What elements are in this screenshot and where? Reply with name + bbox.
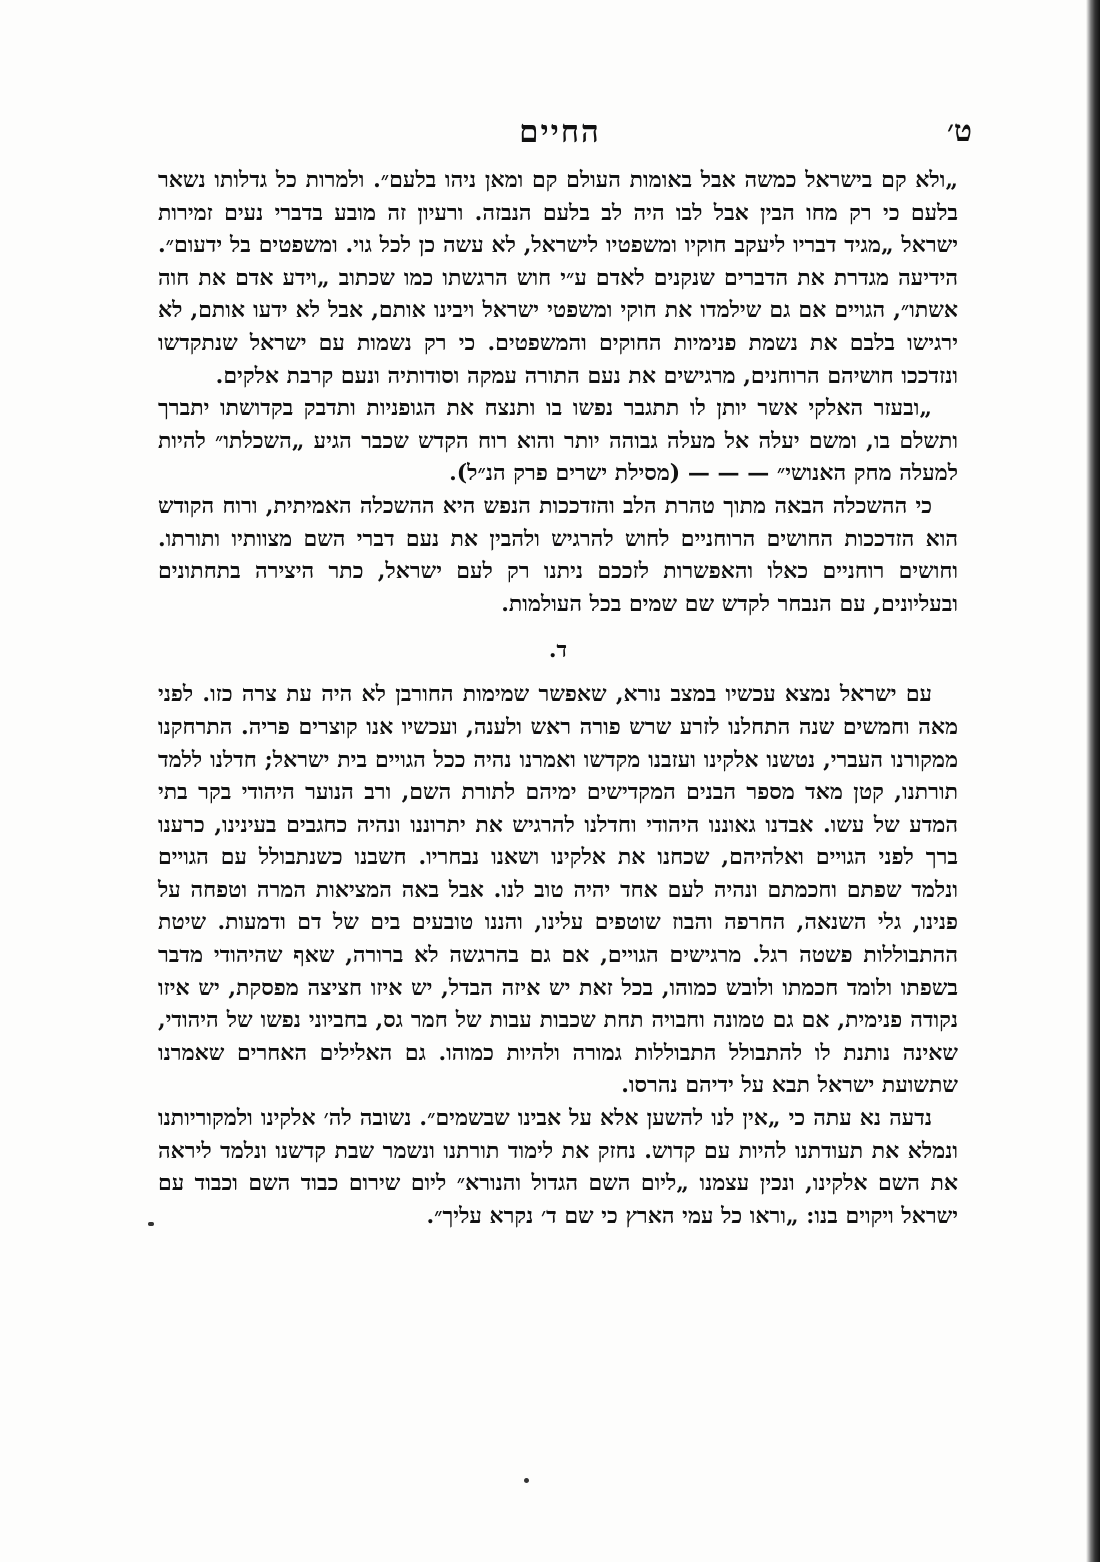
body-text [158, 164, 958, 1232]
page-number: ט׳ [946, 114, 972, 149]
page-spine-shadow [1086, 0, 1100, 1562]
stray-ink-mark [148, 1222, 154, 1226]
paragraph: כי ההשכלה הבאה מתוך טהרת הלב והזדככות הנפש היא ההשכלה האמיתית, ורוח הקודש הוא הזדככות החושים הרוחניים לחוש להרגיש ולהבין את נעם דברי השם מצוותיו ותורתו. וחושים רוחניים כאלו והאפשרות לזככם ניתנו רק לעם ישראל, כתר היצירה בתחתונים ובעליונים, עם הנבחר לקדש שם שמים בכל העולמות. [158, 492, 959, 617]
paragraph: „ולא קם בישראל כמשה אבל באומות העולם קם ומאן ניהו בלעם״. ולמרות כל גדלותו נשאר בלעם כי רק מחו הבין אבל לבו היה לב בלעם הנבזה. ורעיון זה מובע בדברי נעים זמירות ישראל „מגיד דבריו ליעקב חוקיו ומשפטיו לישראל, לא עשה כן לכל גוי. ומשפטים בל ידעום״. הידיעה מגדרת את הדברים שנקנים לאדם ע״י חוש הרגשתו כמו שכתוב „וידע אדם את חוה אשתו״, הגויים אם גם שילמדו את חוקי ומשפטי ישראל ויבינו אותם, אבל לא ידעו אותם, לא ירגישו בלבם את נשמת פנימיות החוקים והמשפטים. כי רק נשמות עם ישראל שנתקדשו ונזדככו חושיהם הרוחנים, מרגישים את נעם התורה עמקה וסודותיה ונעם קרבת אלקים. [158, 167, 959, 389]
paragraph: עם ישראל נמצא עכשיו במצב נורא, שאפשר שמימות החורבן לא היה עת צרה כזו. לפני מאה וחמשים שנה התחלנו לזרע שרש פורה ראש ולענה, ועכשיו אנו קוצרים פריה. התרחקנו ממקורנו העברי, נטשנו אלקינו ועזבנו מקדשו ואמרנו נהיה ככל הגויים בית ישראל; חדלנו ללמד תורתנו, קטן מאד מספר הבנים המקדישים ימיהם לתורת השם, ורב הנוער היהודי בקר בתי המדע של עשו. אבדנו גאוננו היהודי וחדלנו להרגיש את יתרוננו ונהיה כחגבים בעינינו, כרענו ברך לפני הגויים ואלהיהם, שכחנו את אלקינו ושאנו נבחריו. חשבנו כשנתבולל עם הגויים ונלמד שפתם וחכמתם ונהיה לעם אחד יהיה טוב לנו. אבל באה המציאות המרה וטפחה על פנינו, גלי השנאה, החרפה והבוז שוטפים עלינו, והננו טובעים בים של דם ודמעות. שיטת ההתבוללות פשטה רגל. מרגישים הגויים, אם גם בהרגשה לא ברורה, שאף שהיהודי מדבר בשפתו ולומד חכמתו ולובש כמוהו, בכל זאת יש איזה הבדל, יש איזו חציצה מפסקת, יש איזו נקודה פנימית, אם גם טמונה וחבויה תחת שכבות עבות של חמר גס, בחביוני נפשו של היהודי, שאינה נותנת לו להתבולל התבוללות גמורה ולהיות כמוהו. גם האלילים האחרים שאמרנו שתשועת ישראל תבא על ידיהם נהרסו. [158, 681, 958, 1099]
section-mark: ד. [548, 637, 568, 664]
page-header [148, 108, 972, 156]
running-title: החיים [519, 114, 601, 150]
paragraph: „ובעזר האלקי אשר יותן לו תתגבר נפשו בו ותנצח את הגופניות ותדבק בקדושתו יתברך ותשלם בו, ומשם יעלה אל מעלה גבוהה יותר והוא רוח הקדש שכבר הגיע „השכלתו״ להיות למעלה מחק האנושי״ — — — (מסילת ישרים פרק הנ״ל). [158, 395, 958, 487]
paragraph: נדעה נא עתה כי „אין לנו להשען אלא על אבינו שבשמים״. נשובה לה׳ אלקינו ולמקוריותנו ונמלא את תעודתנו להיות עם קדוש. נחזק את לימוד תורתנו ונשמר שבת קדשנו ונלמד ליראה את השם אלקינו, ונכין עצמנו „ליום השם הגדול והנורא״ ליום שירום כבוד השם וכבוד עם ישראל ויקוים בנו: „וראו כל עמי הארץ כי שם ד׳ נקרא עליך״. [158, 1105, 958, 1229]
stray-ink-dot [524, 1478, 529, 1483]
